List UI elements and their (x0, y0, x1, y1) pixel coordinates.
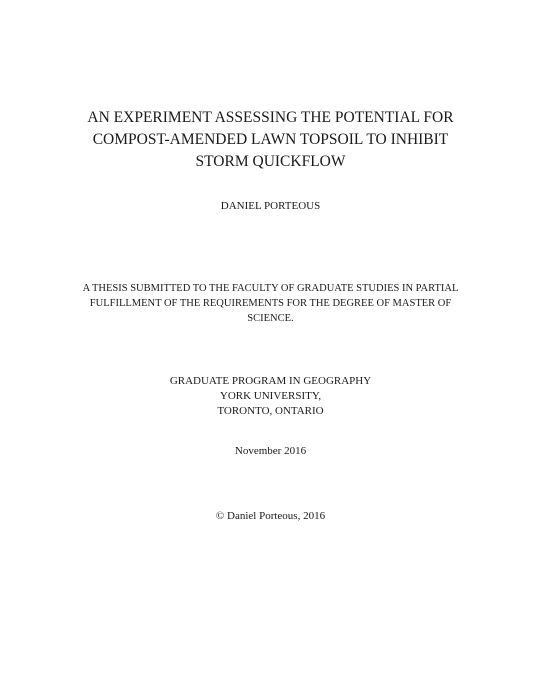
thesis-title (60, 107, 481, 173)
statement-line-3: SCIENCE. (247, 313, 294, 324)
title-line-2: COMPOST-AMENDED LAWN TOPSOIL TO INHIBIT (92, 131, 449, 148)
statement-line-2: FULFILLMENT OF THE REQUIREMENTS FOR THE DEGREE OF MASTER OF (89, 298, 452, 309)
degree-statement (50, 281, 491, 326)
program-line-1: GRADUATE PROGRAM IN GEOGRAPHY (169, 375, 372, 387)
copyright-text: © Daniel Porteous, 2016 (215, 510, 326, 522)
author-name (60, 199, 481, 213)
program-affiliation (60, 374, 481, 419)
copyright-notice (60, 509, 481, 523)
program-line-2: YORK UNIVERSITY, (219, 390, 322, 402)
program-line-3: TORONTO, ONTARIO (217, 405, 324, 417)
author-text: DANIEL PORTEOUS (220, 200, 321, 212)
date-text: November 2016 (234, 445, 307, 457)
submission-date (60, 444, 481, 458)
title-line-1: AN EXPERIMENT ASSESSING THE POTENTIAL FOR (87, 109, 454, 126)
statement-line-1: A THESIS SUBMITTED TO THE FACULTY OF GRADUATE STUDIES IN PARTIAL (82, 283, 459, 294)
title-line-3: STORM QUICKFLOW (195, 153, 346, 170)
